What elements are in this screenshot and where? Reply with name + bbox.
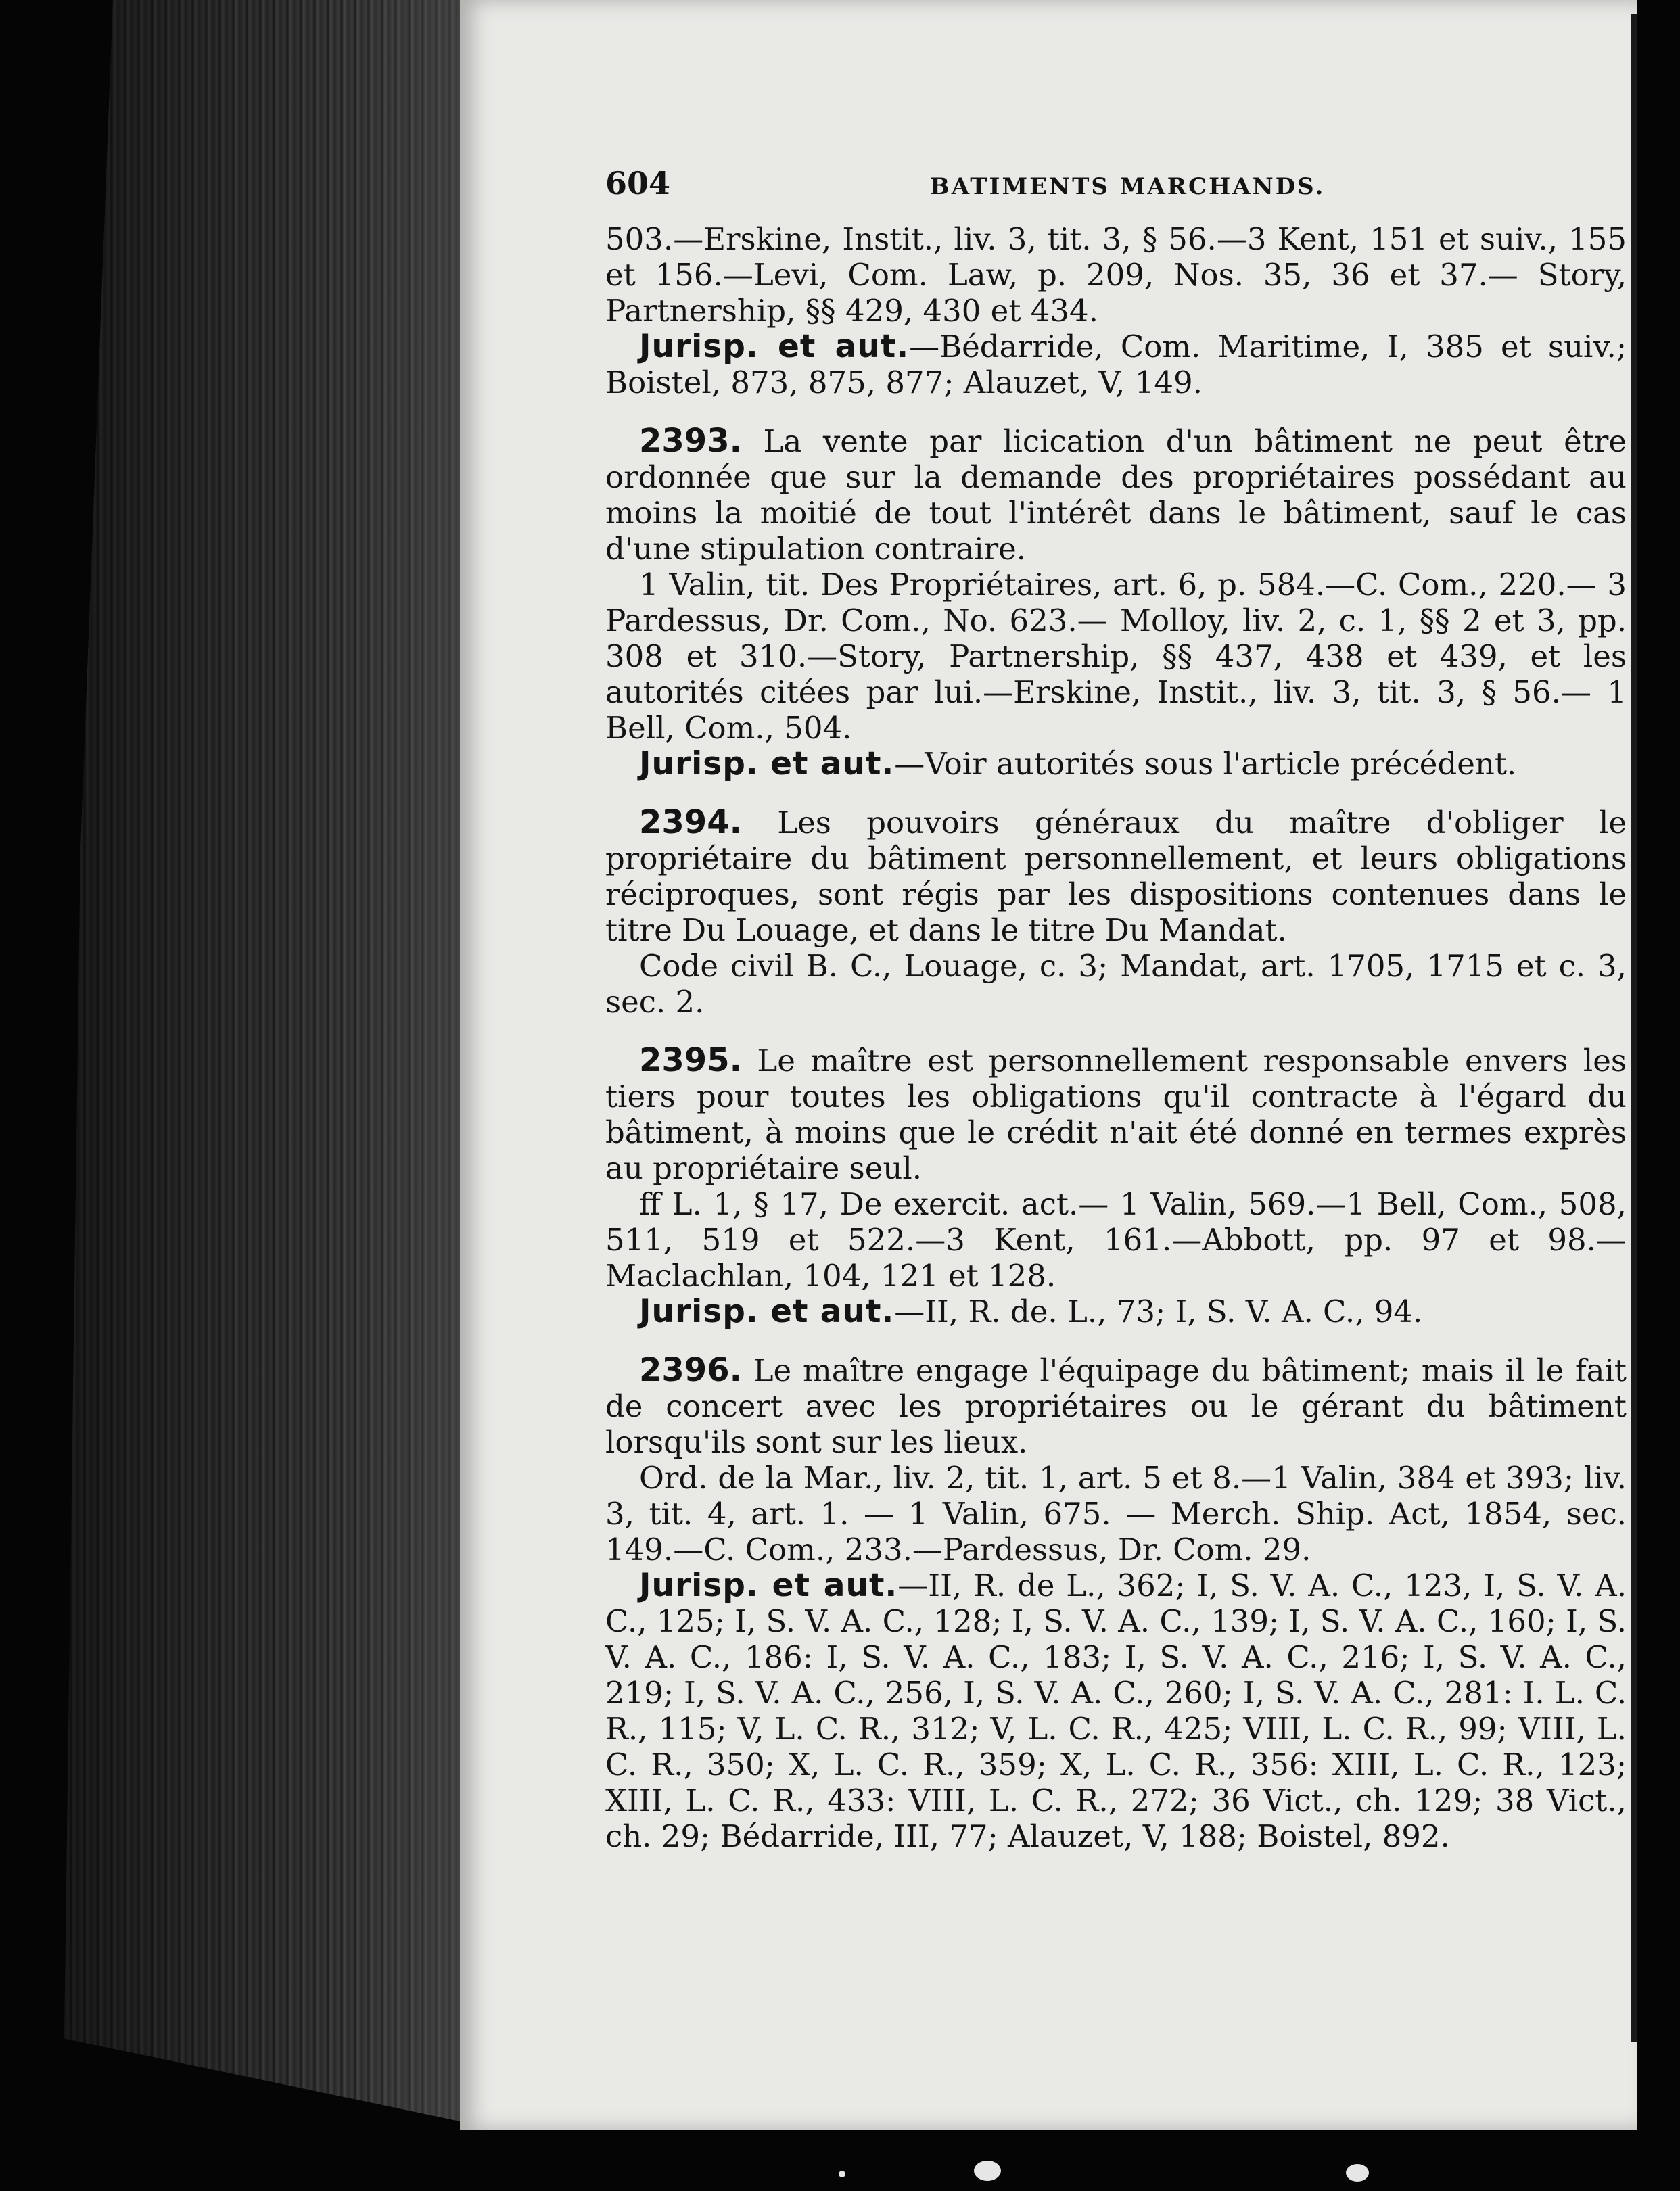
article-2394-citation: Code civil B. C., Louage, c. 3; Mandat, art. 1705, 1715 et c. 3, sec. 2. bbox=[605, 948, 1627, 1020]
jurisprudence-text: —II, R. de L., 362; I, S. V. A. C., 123, I, S. V. A. C., 125; I, S. V. A. C., 128; I, S. V. A. C., 139; I, S. V. A. C., 160; I, S. V. A. C., 186: I, S. V. A. C., 183; I, S. V. A. C., 216; I, S. V. A. C., 219; I, S. V. A. C., 256, I, S. V. A. C., 260; I, S. V. A. C., 281: I. L. C. R., 115; V, L. C. R., 312; V, L. C. R., 425; VIII, L. C. R., 99; VIII, L. C. R., 350; X, L. C. R., 359; X, L. C. R., 356: XIII, L. C. R., 123; XIII, L. C. R., 433: VIII, L. C. R., 272; 36 Vict., ch. 129; 38 Vict., ch. 29; Bédarride, III, 77; Alauzet, V, 188; Boistel, 892. bbox=[605, 1568, 1627, 1854]
article-2394 bbox=[605, 805, 1627, 948]
page-content bbox=[605, 166, 1627, 1854]
article-number: 2393. bbox=[639, 422, 742, 460]
jurisprudence-label: Jurisp. et aut. bbox=[639, 1293, 895, 1330]
jurisprudence-label: Jurisp. et aut. bbox=[639, 745, 895, 782]
article-number: 2396. bbox=[639, 1351, 742, 1389]
article-text: Le maître engage l'équipage du bâtiment; mais il le fait de concert avec les propriétaires ou le gérant du bâtiment lorsqu'ils sont sur les lieux. bbox=[605, 1352, 1627, 1460]
article-text: La vente par licication d'un bâtiment ne peut être ordonnée que sur la demande des propriétaires possédant au moins la moitié de tout l'intérêt dans le bâtiment, sauf le cas d'une stipulation contraire. bbox=[605, 423, 1627, 567]
jurisprudence-text: —Voir autorités sous l'article précédent. bbox=[894, 746, 1517, 782]
article-2393 bbox=[605, 423, 1627, 567]
jurisprudence-label: Jurisp. et aut. bbox=[639, 328, 910, 365]
article-text: Les pouvoirs généraux du maître d'obliger le propriétaire du bâtiment personnellement, et leurs obligations réciproques, sont régis par les dispositions contenues dans le titre Du Louage, et dans le titre Du Mandat. bbox=[605, 805, 1627, 948]
article-2396 bbox=[605, 1352, 1627, 1460]
intro-jurisprudence bbox=[605, 329, 1627, 400]
article-2395 bbox=[605, 1043, 1627, 1186]
article-2393-jurisprudence bbox=[605, 746, 1627, 782]
scan-speck bbox=[974, 2161, 1001, 2181]
article-2393-citation: 1 Valin, tit. Des Propriétaires, art. 6, p. 584.—C. Com., 220.— 3 Pardessus, Dr. Com., No. 623.— Molloy, liv. 2, c. 1, §§ 2 et 3, pp. 308 et 310.—Story, Partnership, §§ 437, 438 et 439, et les autorités citées par lui.—Erskine, Instit., liv. 3, tit. 3, § 56.— 1 Bell, Com., 504. bbox=[605, 567, 1627, 746]
book-page-edges bbox=[64, 0, 470, 2123]
running-head bbox=[605, 166, 1627, 205]
jurisprudence-label: Jurisp. et aut. bbox=[639, 1567, 898, 1604]
article-text: Le maître est personnellement responsable envers les tiers pour toutes les obligations qu'il contracte à l'égard du bâtiment, à moins que le crédit n'ait été donné en termes exprès au propriétaire seul. bbox=[605, 1043, 1627, 1186]
article-number: 2394. bbox=[639, 803, 742, 841]
article-number: 2395. bbox=[639, 1041, 742, 1079]
article-2395-jurisprudence bbox=[605, 1294, 1627, 1329]
scan-speck bbox=[839, 2171, 845, 2177]
jurisprudence-text: —II, R. de. L., 73; I, S. V. A. C., 94. bbox=[894, 1294, 1423, 1329]
article-2396-citation: Ord. de la Mar., liv. 2, tit. 1, art. 5 et 8.—1 Valin, 384 et 393; liv. 3, tit. 4, art. 1. — 1 Valin, 675. — Merch. Ship. Act, 1854, sec. 149.—C. Com., 233.—Pardessus, Dr. Com. 29. bbox=[605, 1460, 1627, 1568]
running-title: BATIMENTS MARCHANDS. bbox=[930, 173, 1326, 200]
article-2395-citation: ff L. 1, § 17, De exercit. act.— 1 Valin, 569.—1 Bell, Com., 508, 511, 519 et 522.—3 Kent, 161.—Abbott, pp. 97 et 98.—Maclachlan, 104, 121 et 128. bbox=[605, 1186, 1627, 1294]
jurisprudence-text: —Bédarride, Com. Maritime, I, 385 et suiv.; Boistel, 873, 875, 877; Alauzet, V, 149. bbox=[605, 329, 1627, 400]
intro-note: 503.—Erskine, Instit., liv. 3, tit. 3, § 56.—3 Kent, 151 et suiv., 155 et 156.—Levi, Com. Law, p. 209, Nos. 35, 36 et 37.— Story, Partnership, §§ 429, 430 et 434. bbox=[605, 221, 1627, 329]
scan-speck bbox=[1346, 2164, 1369, 2182]
article-2396-jurisprudence bbox=[605, 1568, 1627, 1854]
book-page bbox=[460, 0, 1637, 2130]
page-number: 604 bbox=[605, 165, 671, 202]
